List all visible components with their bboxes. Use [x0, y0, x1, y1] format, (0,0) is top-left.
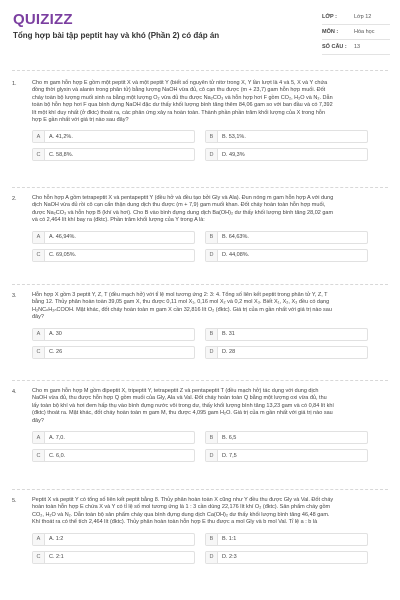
meta-key: SỐ CÂU :	[322, 44, 347, 50]
option-b[interactable]	[205, 231, 368, 244]
option-letter: B	[206, 232, 218, 243]
divider	[12, 284, 388, 285]
option-letter: C	[33, 347, 45, 358]
question-text: Peptit X và peptit Y có tổng số liên kết peptit bằng 8. Thủy phân hoàn toàn X cũng như Y đều thu được Gly và Val. Đốt cháy hoàn toàn hỗn hợp E chứa X và Y có tỉ lệ số mol tương ứng là 1 : 3 cần dùng 22,176 lít khí O₂ (đktc). Sản phẩm cháy gồm CO₂, H₂O và N₂. Dẫn toàn bộ sản phẩm cháy qua bình đựng dung dịch Ca(OH)₂ dư thấy khối lượng bình tăng 46,48 gam. Khí thoát ra có thể tích 2,464 lít (đktc). Thủy phân hoàn toàn hỗn hợp E thu được a mol Gly và b mol Val. Tỉ lệ a : b là	[32, 497, 334, 526]
question-text: Cho m gam hỗn hợp M gồm đipeptit X, tripeptit Y, tetrapeptit Z và pentapeptit T (đều mạch hở) tác dụng với dung dịch NaOH vừa đủ, thu được hỗn hợp Q gồm muối của Gly, Ala và Val. Đốt cháy hoàn toàn Q bằng một lượng oxi vừa đủ, thu lấy toàn bộ khí và hơi đem hấp thụ vào bình đựng nước vôi trong dư, thấy khối lượng bình tăng 13,23 gam và có 0,84 lít khí (đktc) thoát ra. Mặt khác, đốt cháy hoàn toàn m gam M, thu được 4,095 gam H₂O. Giá trị của m gần nhất với giá trị nào sau đây?	[32, 388, 334, 424]
option-b[interactable]	[205, 328, 368, 341]
divider	[12, 70, 388, 71]
option-text: C. 58,8%.	[49, 151, 74, 158]
option-d[interactable]	[205, 449, 368, 462]
option-letter: D	[206, 149, 218, 160]
quizizz-logo: QUIZIZZ	[13, 11, 73, 28]
question-5	[12, 497, 388, 564]
option-d[interactable]	[205, 148, 368, 161]
option-text: D. 2:3	[222, 554, 237, 561]
question-text: Cho hỗn hợp A gồm tetrapeptit X và pentapeptit Y (đều hở và đều tạo bởi Gly và Ala). Đun nóng m gam hỗn hợp A với dung dịch NaOH vừa đủ rồi cô cạn cẩn thận dung dịch thu được (m + 7,9) gam muối khan. Đốt cháy hoàn toàn hỗn hợp muối, được Na₂CO₃ và hỗn hợp B (khí và hơi). Cho B vào bình đựng dung dịch Ba(OH)₂ dư thấy khối lượng bình tăng 28,02 gam và có 2,464 lít khí bay ra (đktc). Phần trăm khối lượng của Y trong A là:	[32, 195, 334, 224]
option-b[interactable]	[205, 130, 368, 143]
question-number: 1.	[12, 81, 17, 87]
question-1	[12, 80, 388, 161]
option-text: A. 46,94%.	[49, 234, 76, 241]
option-a[interactable]	[32, 130, 195, 143]
option-text: C. 6,0.	[49, 452, 66, 459]
option-letter: D	[206, 450, 218, 461]
meta-row-subject	[322, 25, 390, 40]
option-a[interactable]	[32, 533, 195, 546]
option-text: D. 7,5	[222, 452, 237, 459]
option-letter: C	[33, 552, 45, 563]
option-letter: C	[33, 149, 45, 160]
answer-options	[32, 328, 368, 359]
option-letter: C	[33, 250, 45, 261]
option-text: A. 41,2%.	[49, 133, 73, 140]
question-number: 5.	[12, 498, 17, 504]
option-text: B. 64,63%.	[222, 234, 249, 241]
option-d[interactable]	[205, 249, 368, 262]
option-c[interactable]	[32, 551, 195, 564]
option-b[interactable]	[205, 533, 368, 546]
option-text: D. 49,3%	[222, 151, 245, 158]
option-letter: B	[206, 534, 218, 545]
option-b[interactable]	[205, 431, 368, 444]
option-letter: D	[206, 250, 218, 261]
option-text: C. 26	[49, 349, 63, 356]
option-text: D. 28	[222, 349, 236, 356]
answer-options	[32, 533, 368, 564]
option-text: A. 1:2	[49, 536, 64, 543]
question-2	[12, 195, 388, 262]
option-c[interactable]	[32, 449, 195, 462]
meta-row-class	[322, 10, 390, 25]
option-letter: A	[33, 232, 45, 243]
option-c[interactable]	[32, 249, 195, 262]
question-3	[12, 292, 388, 359]
question-number: 3.	[12, 293, 17, 299]
worksheet-meta	[322, 10, 390, 55]
meta-row-count	[322, 40, 390, 55]
question-text: Cho m gam hỗn hợp E gồm một peptit X và một peptit Y (biết số nguyên tử nitơ trong X, Y lần lượt là 4 và 5, X và Y chứa đồng thời glyxin và alanin trong phân tử) bằng lượng NaOH vừa đủ, cô cạn thu được (m + 23,7) gam hỗn hợp muối. Đốt cháy toàn bộ lượng muối sinh ra bằng một lượng O₂ vừa đủ thu được Na₂CO₃ và hỗn hợp hơi F gồm CO₂, H₂O và N₂. Dẫn toàn bộ hỗn hợp hơi F qua bình đựng NaOH đặc dư thấy khối lượng bình tăng thêm 84,06 gam so với ban đầu và có 7,392 lít một khí duy nhất (ở đktc) thoát ra, các phản ứng xảy ra hoàn toàn. Thành phần phần trăm khối lượng của X trong hỗn hợp E gần nhất với giá trị nào sau đây?	[32, 80, 333, 124]
divider	[12, 187, 388, 188]
question-text: Hỗn hợp X gồm 3 peptit Y, Z, T (đều mạch hở) với tỉ lệ mol tương ứng 2: 3: 4. Tổng số liên kết peptit trong phân tử Y, Z, T bằng 12. Thủy phân hoàn toàn 39,05 gam X, thu được 0,11 mol X₁, 0,16 mol X₂ và 0,2 mol X₃. Biết X₁, X₂, X₃ đều có dạng H₂NCₙH₂ₙCOOH. Mặt khác, đốt cháy hoàn toàn m gam X cần 32,816 lít O₂ (đktc). Giá trị của m gần nhất với giá trị nào sau đây?	[32, 292, 332, 321]
meta-key: LỚP :	[322, 14, 337, 20]
meta-value: Lớp 12	[354, 14, 372, 20]
option-text: B. 31	[222, 331, 235, 338]
question-number: 4.	[12, 389, 17, 395]
option-c[interactable]	[32, 148, 195, 161]
option-letter: A	[33, 131, 45, 142]
question-number: 2.	[12, 196, 17, 202]
option-letter: D	[206, 552, 218, 563]
option-text: B. 1:1	[222, 536, 237, 543]
option-letter: A	[33, 534, 45, 545]
option-text: A. 30	[49, 331, 62, 338]
option-text: C. 69,05%.	[49, 252, 77, 259]
option-c[interactable]	[32, 346, 195, 359]
meta-value: Hóa học	[354, 29, 375, 35]
option-text: A. 7,0.	[49, 434, 65, 441]
option-letter: B	[206, 131, 218, 142]
option-d[interactable]	[205, 551, 368, 564]
page-title: Tổng hợp bài tập peptit hay và khó (Phần 2) có đáp án	[13, 31, 220, 40]
option-text: D. 44,08%.	[222, 252, 250, 259]
meta-key: MÔN :	[322, 29, 339, 35]
answer-options	[32, 130, 368, 161]
option-letter: B	[206, 432, 218, 443]
option-a[interactable]	[32, 328, 195, 341]
answer-options	[32, 231, 368, 262]
option-letter: A	[33, 329, 45, 340]
option-d[interactable]	[205, 346, 368, 359]
option-a[interactable]	[32, 231, 195, 244]
option-text: B. 6,5	[222, 434, 237, 441]
question-4	[12, 388, 388, 462]
divider	[12, 489, 388, 490]
option-a[interactable]	[32, 431, 195, 444]
option-letter: C	[33, 450, 45, 461]
answer-options	[32, 431, 368, 462]
option-text: B. 53,1%.	[222, 133, 246, 140]
divider	[12, 380, 388, 381]
option-letter: B	[206, 329, 218, 340]
option-letter: A	[33, 432, 45, 443]
meta-value: 13	[354, 44, 361, 50]
option-text: C. 2:1	[49, 554, 64, 561]
option-letter: D	[206, 347, 218, 358]
